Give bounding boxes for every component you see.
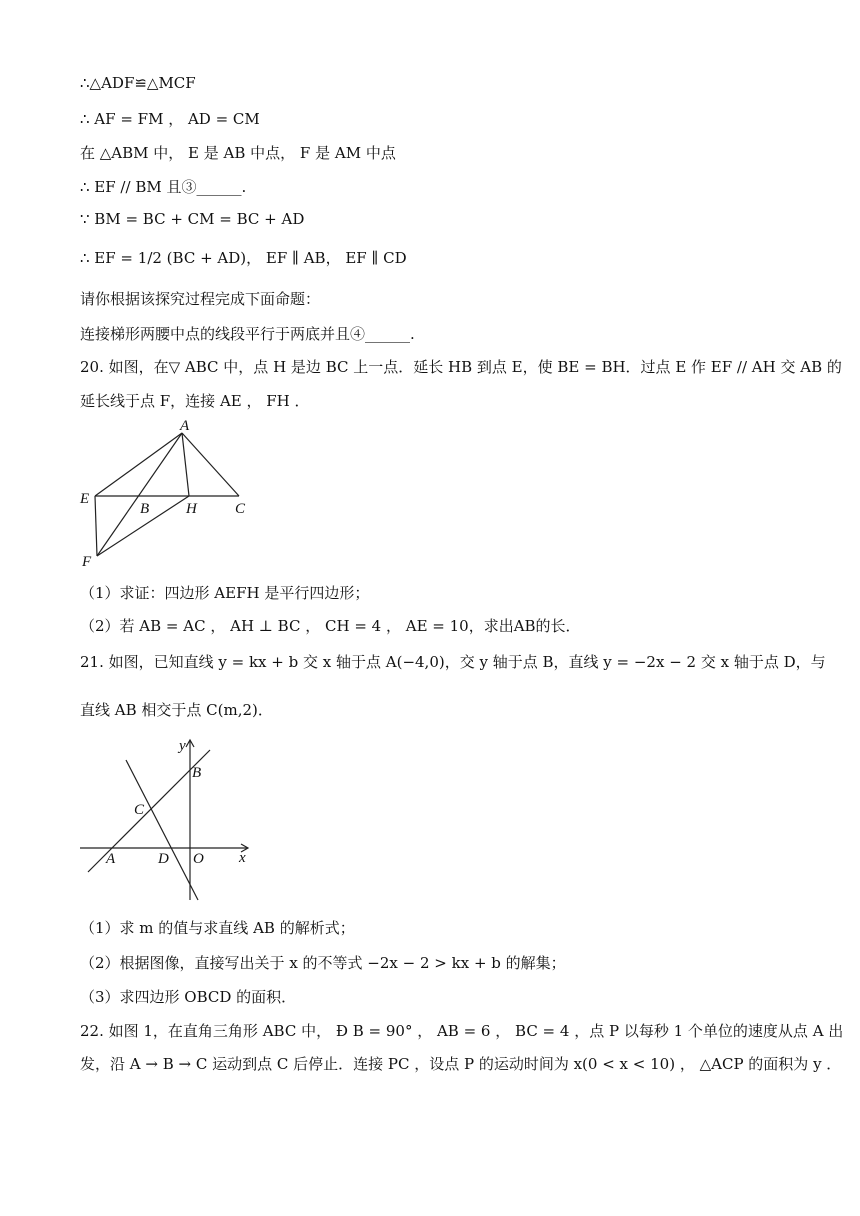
label-O-origin: O bbox=[193, 851, 204, 867]
segment-AC bbox=[182, 433, 239, 496]
problem-20-part-2: （2）若 AB = AC ， AH ⊥ BC ， CH = 4 ， AE = 10，求出AB的长． bbox=[80, 617, 581, 635]
label-B: B bbox=[140, 501, 150, 517]
label-A: A bbox=[180, 418, 190, 434]
label-A-point: A bbox=[106, 851, 116, 867]
label-C: C bbox=[235, 501, 246, 517]
label-D-point: D bbox=[158, 851, 169, 867]
problem-20-line-2: 延长线于点 F，连接 AE ， FH ． bbox=[80, 392, 310, 410]
problem-21-part-1: （1）求 m 的值与求直线 AB 的解析式； bbox=[80, 919, 355, 937]
problem-20-part-1: （1）求证：四边形 AEFH 是平行四边形； bbox=[80, 584, 370, 602]
problem-21-part-3: （3）求四边形 OBCD 的面积． bbox=[80, 988, 297, 1006]
segment-EF bbox=[95, 496, 97, 556]
problem-22-line-1: 22. 如图 1，在直角三角形 ABC 中， Ð B = 90° ， AB = 6 ， BC = 4 ，点 P 以每秒 1 个单位的速度从点 A 出 bbox=[80, 1022, 844, 1040]
text-line-3: 在 △ABM 中， E 是 AB 中点， F 是 AM 中点 bbox=[80, 144, 396, 162]
text-line-5: ∵ BM = BC + CM = BC + AD bbox=[80, 210, 305, 228]
text-line-2: ∴ AF = FM ， AD = CM bbox=[80, 110, 260, 128]
line-CD bbox=[126, 760, 198, 900]
text-line-4: ∴ EF // BM 且③______. bbox=[80, 178, 247, 196]
label-B-point: B bbox=[192, 765, 202, 781]
label-E: E bbox=[80, 491, 90, 507]
segment-AF bbox=[97, 433, 182, 556]
label-C-point: C bbox=[134, 802, 145, 818]
label-H: H bbox=[186, 501, 197, 517]
problem-21-line-1: 21. 如图，已知直线 y = kx + b 交 x 轴于点 A(−4,0)，交 y 轴于点 B，直线 y = −2x − 2 交 x 轴于点 D，与 bbox=[80, 653, 826, 671]
segment-AE bbox=[95, 433, 182, 496]
figure-parallelogram bbox=[76, 416, 276, 570]
text-line-7: 请你根据该探究过程完成下面命题： bbox=[80, 290, 321, 308]
text-line-1: ∴△ADF≌△MCF bbox=[80, 74, 196, 92]
problem-20-line-1: 20. 如图，在▽ ABC 中，点 H 是边 BC 上一点．延长 HB 到点 E，使 BE = BH．过点 E 作 EF // AH 交 AB 的 bbox=[80, 358, 842, 376]
label-y-axis: y bbox=[179, 738, 186, 754]
problem-22-line-2: 发，沿 A → B → C 运动到点 C 后停止．连接 PC ，设点 P 的运动时间为 x(0 < x < 10) ， △ACP 的面积为 y ． bbox=[80, 1055, 842, 1073]
problem-21-part-2: （2）根据图像，直接写出关于 x 的不等式 −2x − 2 > kx + b 的解集； bbox=[80, 954, 566, 972]
figure-coordinate-lines bbox=[78, 734, 258, 904]
problem-21-line-2: 直线 AB 相交于点 C(m,2)． bbox=[80, 701, 273, 719]
label-x-axis: x bbox=[239, 850, 246, 866]
text-line-8: 连接梯形两腰中点的线段平行于两底并且④______. bbox=[80, 325, 415, 343]
text-line-6: ∴ EF = 1/2 (BC + AD)， EF ∥ AB， EF ∥ CD bbox=[80, 249, 407, 267]
figure-2-lines bbox=[80, 740, 248, 900]
label-F: F bbox=[82, 554, 92, 570]
segment-AH bbox=[182, 433, 189, 496]
figure-1-lines bbox=[95, 433, 239, 556]
